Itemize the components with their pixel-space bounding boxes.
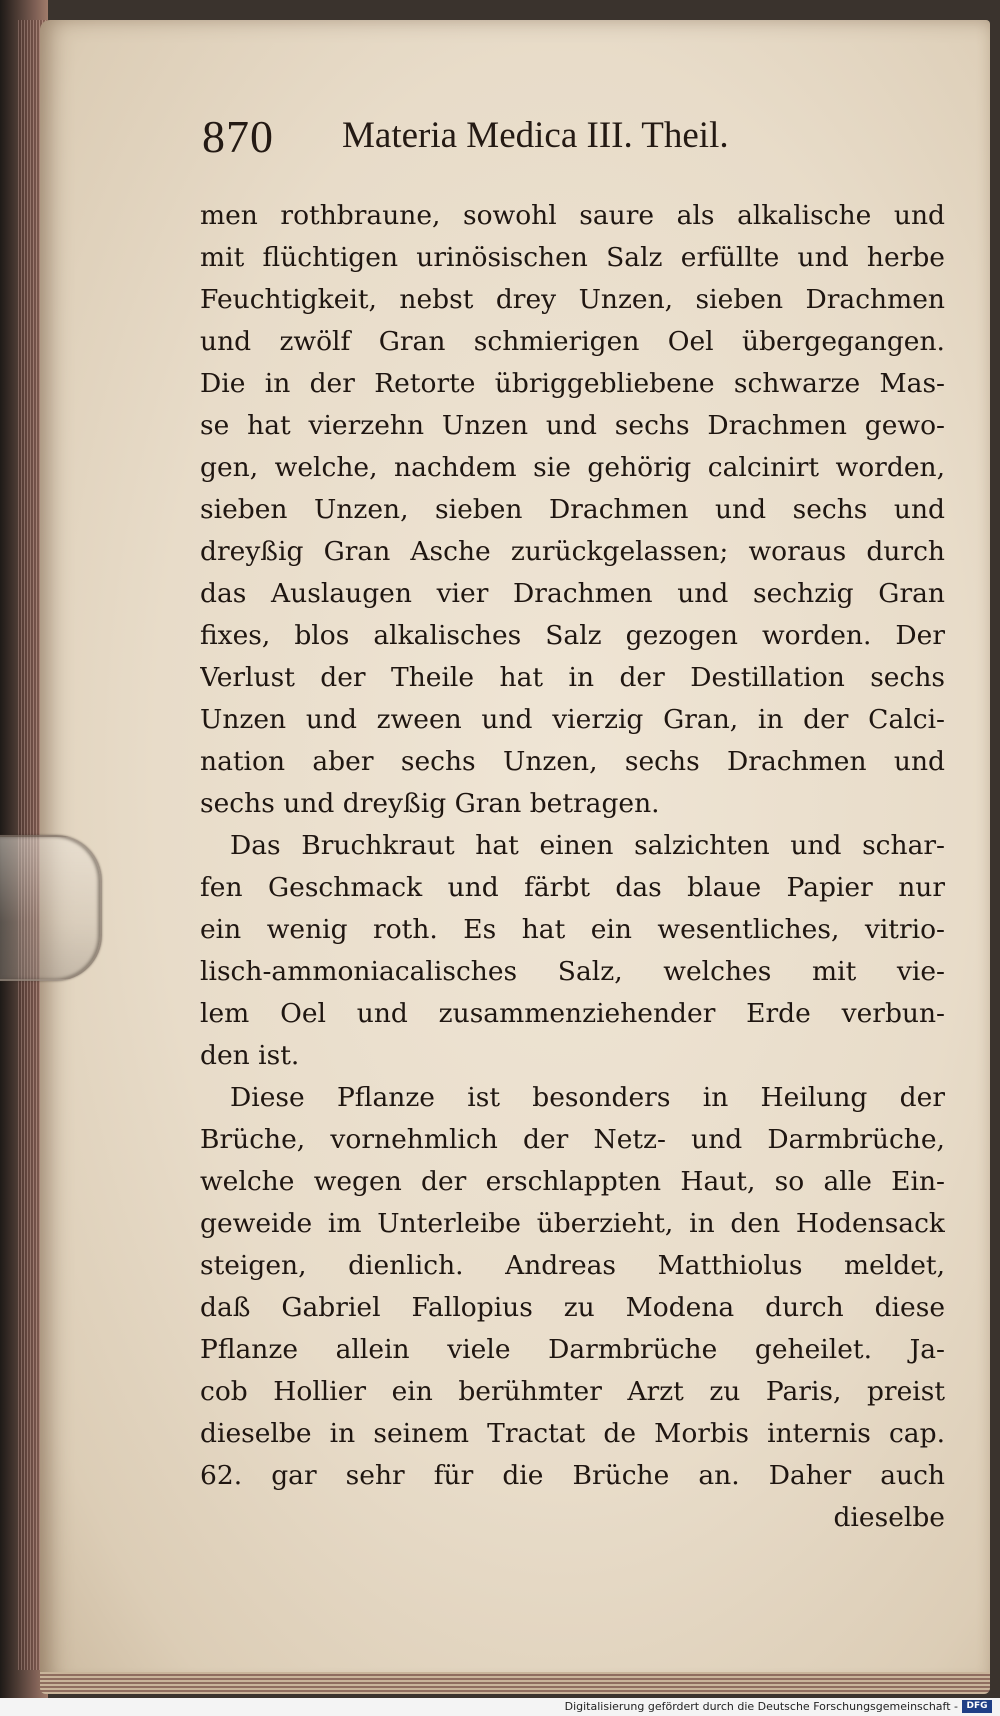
text-line: das Auslaugen vier Drachmen und sechzig Gran (200, 578, 945, 609)
footer-credit: Digitalisierung gefördert durch die Deutsche Forschungsgemeinschaft - (564, 1700, 958, 1713)
text-line: Diese Pflanze ist besonders in Heilung der (230, 1082, 945, 1113)
text-line: sechs und dreyßig Gran betragen. (200, 788, 660, 819)
text-line: gen, welche, nachdem sie gehörig calcinirt worden, (200, 452, 945, 483)
text-line: nation aber sechs Unzen, sechs Drachmen und (200, 746, 945, 777)
text-line: geweide im Unterleibe überzieht, in den Hodensack (200, 1208, 945, 1239)
page-clip (0, 835, 102, 981)
book-bottom-edge (40, 1672, 990, 1694)
text-line: ein wenig roth. Es hat ein wesentliches, vitrio- (200, 914, 945, 945)
text-line: men rothbraune, sowohl saure als alkalische und (200, 200, 945, 231)
text-line: cob Hollier ein berühmter Arzt zu Paris, preist (200, 1376, 945, 1407)
text-line: mit flüchtigen urinösischen Salz erfüllte und herbe (200, 242, 945, 273)
text-line: dieselbe in seinem Tractat de Morbis internis cap. (200, 1418, 945, 1449)
dfg-logo: DFG (962, 1700, 992, 1713)
text-line: fen Geschmack und färbt das blaue Papier nur (200, 872, 945, 903)
running-head: Materia Medica III. Theil. (342, 115, 729, 156)
text-line: lisch-ammoniacalisches Salz, welches mit vie- (200, 956, 945, 987)
text-line: Feuchtigkeit, nebst drey Unzen, sieben Drachmen (200, 284, 945, 315)
text-line: den ist. (200, 1040, 300, 1071)
text-line: fixes, blos alkalisches Salz gezogen worden. Der (200, 620, 945, 651)
page-number: 870 (202, 111, 274, 162)
text-line: Brüche, vornehmlich der Netz- und Darmbrüche, (200, 1124, 945, 1155)
text-line: und zwölf Gran schmierigen Oel übergegangen. (200, 326, 945, 357)
text-line: Pflanze allein viele Darmbrüche geheilet. Ja- (200, 1334, 945, 1365)
catchword: dieselbe (833, 1502, 945, 1533)
text-line: sieben Unzen, sieben Drachmen und sechs und (200, 494, 945, 525)
text-line: lem Oel und zusammenziehender Erde verbun- (200, 998, 945, 1029)
text-line: welche wegen der erschlappten Haut, so alle Ein- (200, 1166, 945, 1197)
page-header (202, 110, 862, 170)
text-line: dreyßig Gran Asche zurückgelassen; woraus durch (200, 536, 945, 567)
text-line: Unzen und zween und vierzig Gran, in der Calci- (200, 704, 945, 735)
text-line: daß Gabriel Fallopius zu Modena durch diese (200, 1292, 945, 1323)
body-text (200, 195, 945, 1539)
text-line: se hat vierzehn Unzen und sechs Drachmen gewo- (200, 410, 945, 441)
text-line: steigen, dienlich. Andreas Matthiolus meldet, (200, 1250, 945, 1281)
text-line: Verlust der Theile hat in der Destillation sechs (200, 662, 945, 693)
text-line: Die in der Retorte übriggebliebene schwarze Mas- (200, 368, 945, 399)
text-line: 62. gar sehr für die Brüche an. Daher auch (200, 1460, 945, 1491)
text-line: Das Bruchkraut hat einen salzichten und schar- (230, 830, 945, 861)
